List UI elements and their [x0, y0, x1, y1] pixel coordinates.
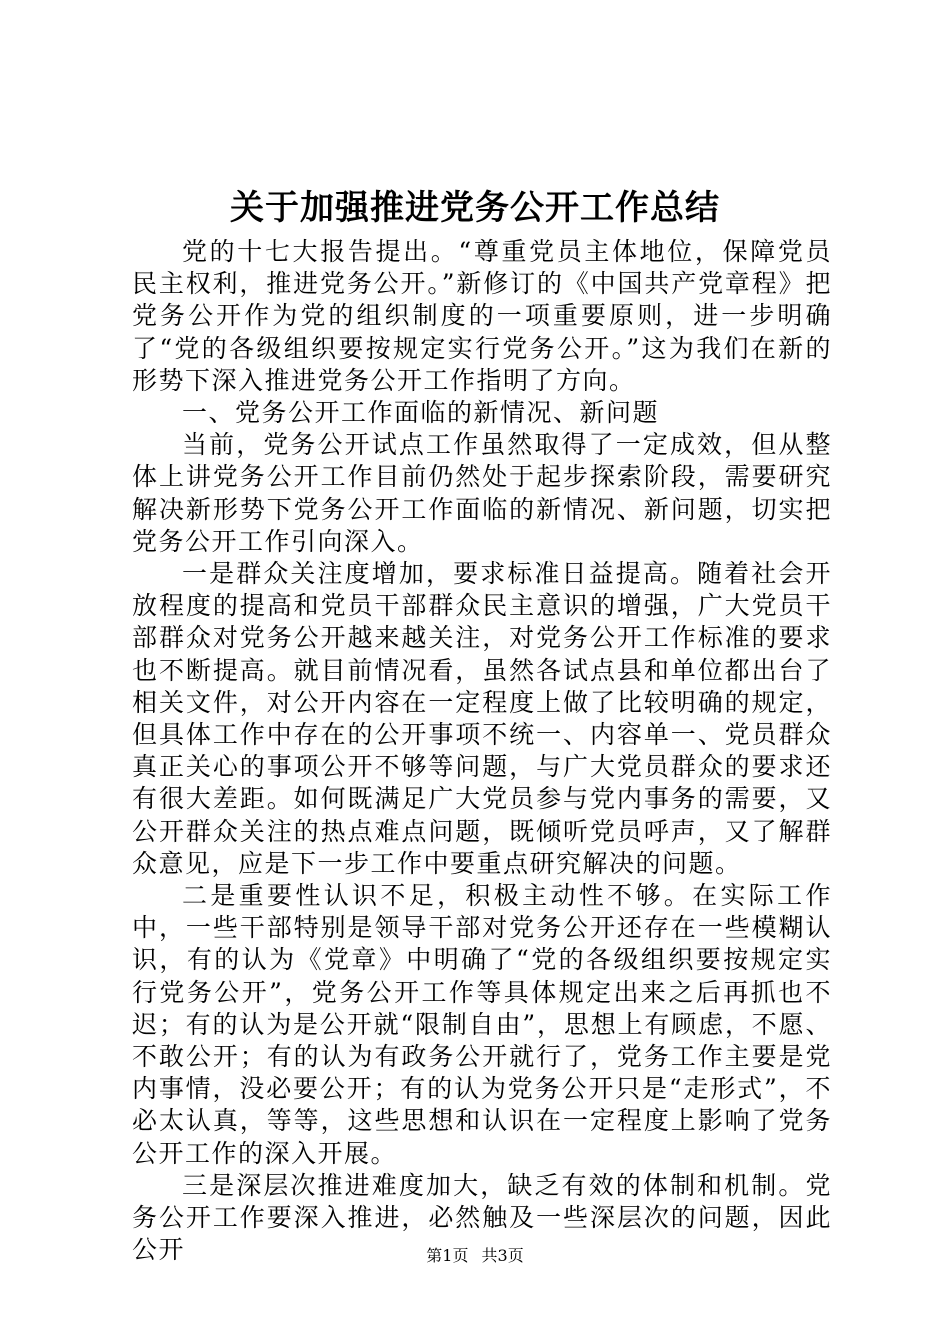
document-body — [132, 236, 832, 1267]
page-footer — [0, 1244, 950, 1268]
paragraph-point-3: 三是深层次推进难度加大，缺乏有效的体制和机制。党务公开工作要深入推进，必然触及一些深层次的问题，因此公开 — [132, 1170, 832, 1265]
document-title: 关于加强推进党务公开工作总结 — [230, 188, 720, 228]
page-number: 第1页 — [426, 1246, 469, 1265]
section-heading-1: 一、党务公开工作面临的新情况、新问题 — [182, 398, 660, 428]
paragraph-current-status: 当前，党务公开试点工作虽然取得了一定成效，但从整体上讲党务公开工作目前仍然处于起步探索阶段，需要研究解决新形势下党务公开工作面临的新情况、新问题，切实把党务公开工作引向深入。 — [132, 430, 832, 556]
paragraph-point-1: 一是群众关注度增加，要求标准日益提高。随着社会开放程度的提高和党员干部群众民主意识的增强，广大党员干部群众对党务公开越来越关注，对党务公开工作标准的要求也不断提高。就目前情况看，虽然各试点县和单位都出台了相关文件，对公开内容在一定程度上做了比较明确的规定，但具体工作中存在的公开事项不统一、内容单一、党员群众真正关心的事项公开不够等问题，与广大党员群众的要求还有很大差距。如何既满足广大党员参与党内事务的需要，又公开群众关注的热点难点问题，既倾听党员呼声，又了解群众意见，应是下一步工作中要重点研究解决的问题。 — [132, 559, 832, 878]
page-total: 共3页 — [481, 1246, 524, 1265]
paragraph-intro: 党的十七大报告提出。“尊重党员主体地位，保障党员民主权利，推进党务公开。”新修订的《中国共产党章程》把党务公开作为党的组织制度的一项重要原则，进一步明确了“党的各级组织要按规定实行党务公开。”这为我们在新的形势下深入推进党务公开工作指明了方向。 — [132, 237, 832, 395]
paragraph-point-2: 二是重要性认识不足，积极主动性不够。在实际工作中，一些干部特别是领导干部对党务公开还存在一些模糊认识，有的认为《党章》中明确了“党的各级组织要按规定实行党务公开”，党务公开工作等具体规定出来之后再抓也不迟；有的认为是公开就“限制自由”，思想上有顾虑，不愿、不敢公开；有的认为有政务公开就行了，党务工作主要是党内事情，没必要公开；有的认为党务公开只是“走形式”，不必太认真，等等，这些思想和认识在一定程度上影响了党务公开工作的深入开展。 — [132, 881, 832, 1168]
